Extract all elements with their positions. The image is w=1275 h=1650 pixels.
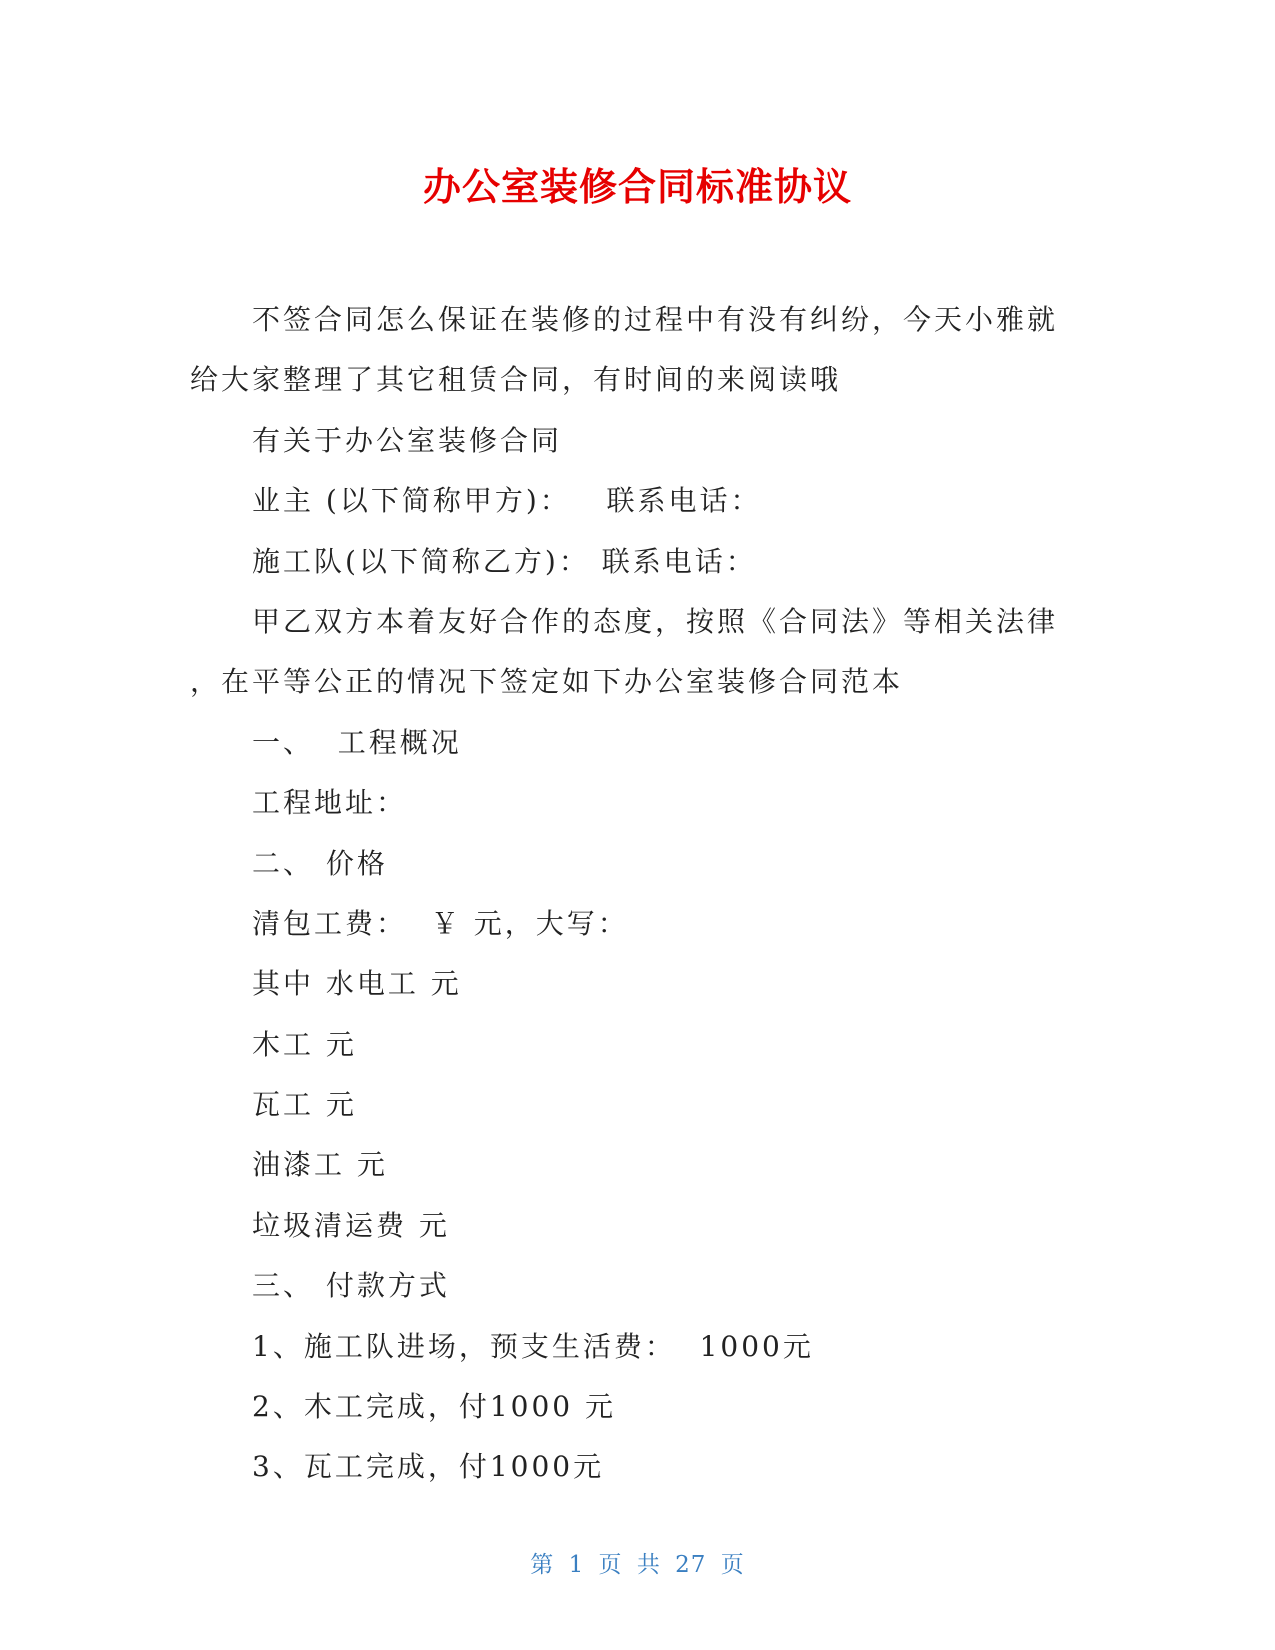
body-line: ，在平等公正的情况下签定如下办公室装修合同范本 (190, 665, 904, 699)
body-line: 瓦工 元 (252, 1088, 357, 1122)
body-line: 3、瓦工完成，付1000元 (252, 1450, 605, 1484)
body-line: 业主 (以下简称甲方)： 联系电话： (252, 484, 762, 518)
footer-total-pages: 27 (675, 1552, 707, 1578)
section-heading: 一、 工程概况 (252, 725, 462, 759)
section-heading: 三、 付款方式 (252, 1269, 450, 1303)
body-line: 不签合同怎么保证在装修的过程中有没有纠纷，今天小雅就 (252, 303, 1059, 336)
body-line: 油漆工 元 (252, 1148, 388, 1182)
footer-suffix: 页 (720, 1552, 745, 1578)
body-line: 给大家整理了其它租赁合同，有时间的来阅读哦 (190, 363, 842, 397)
body-line: 有关于办公室装修合同 (252, 423, 563, 457)
body-line: 甲乙双方本着友好合作的态度，按照《合同法》等相关法律 (252, 604, 1059, 638)
body-line: 木工 元 (252, 1027, 357, 1061)
page-footer (0, 1546, 1275, 1579)
body-line: 2、木工完成，付1000 元 (252, 1390, 616, 1424)
section-heading: 二、 价格 (252, 846, 388, 880)
body-line: 施工队(以下简称乙方)： 联系电话： (252, 544, 757, 578)
body-line: 垃圾清运费 元 (252, 1208, 450, 1242)
footer-mid2: 共 (636, 1552, 661, 1578)
document-body (190, 290, 1070, 1498)
body-line: 清包工费： ￥ 元，大写： (252, 906, 629, 940)
footer-current-page: 1 (568, 1552, 585, 1578)
body-line: 1、施工队进场，预支生活费： 1000元 (252, 1329, 814, 1363)
document-title: 办公室装修合同标准协议 (422, 165, 852, 209)
footer-mid1: 页 (598, 1552, 623, 1578)
body-line: 工程地址： (252, 786, 408, 820)
footer-prefix: 第 (530, 1552, 555, 1578)
body-line: 其中 水电工 元 (252, 967, 462, 1001)
